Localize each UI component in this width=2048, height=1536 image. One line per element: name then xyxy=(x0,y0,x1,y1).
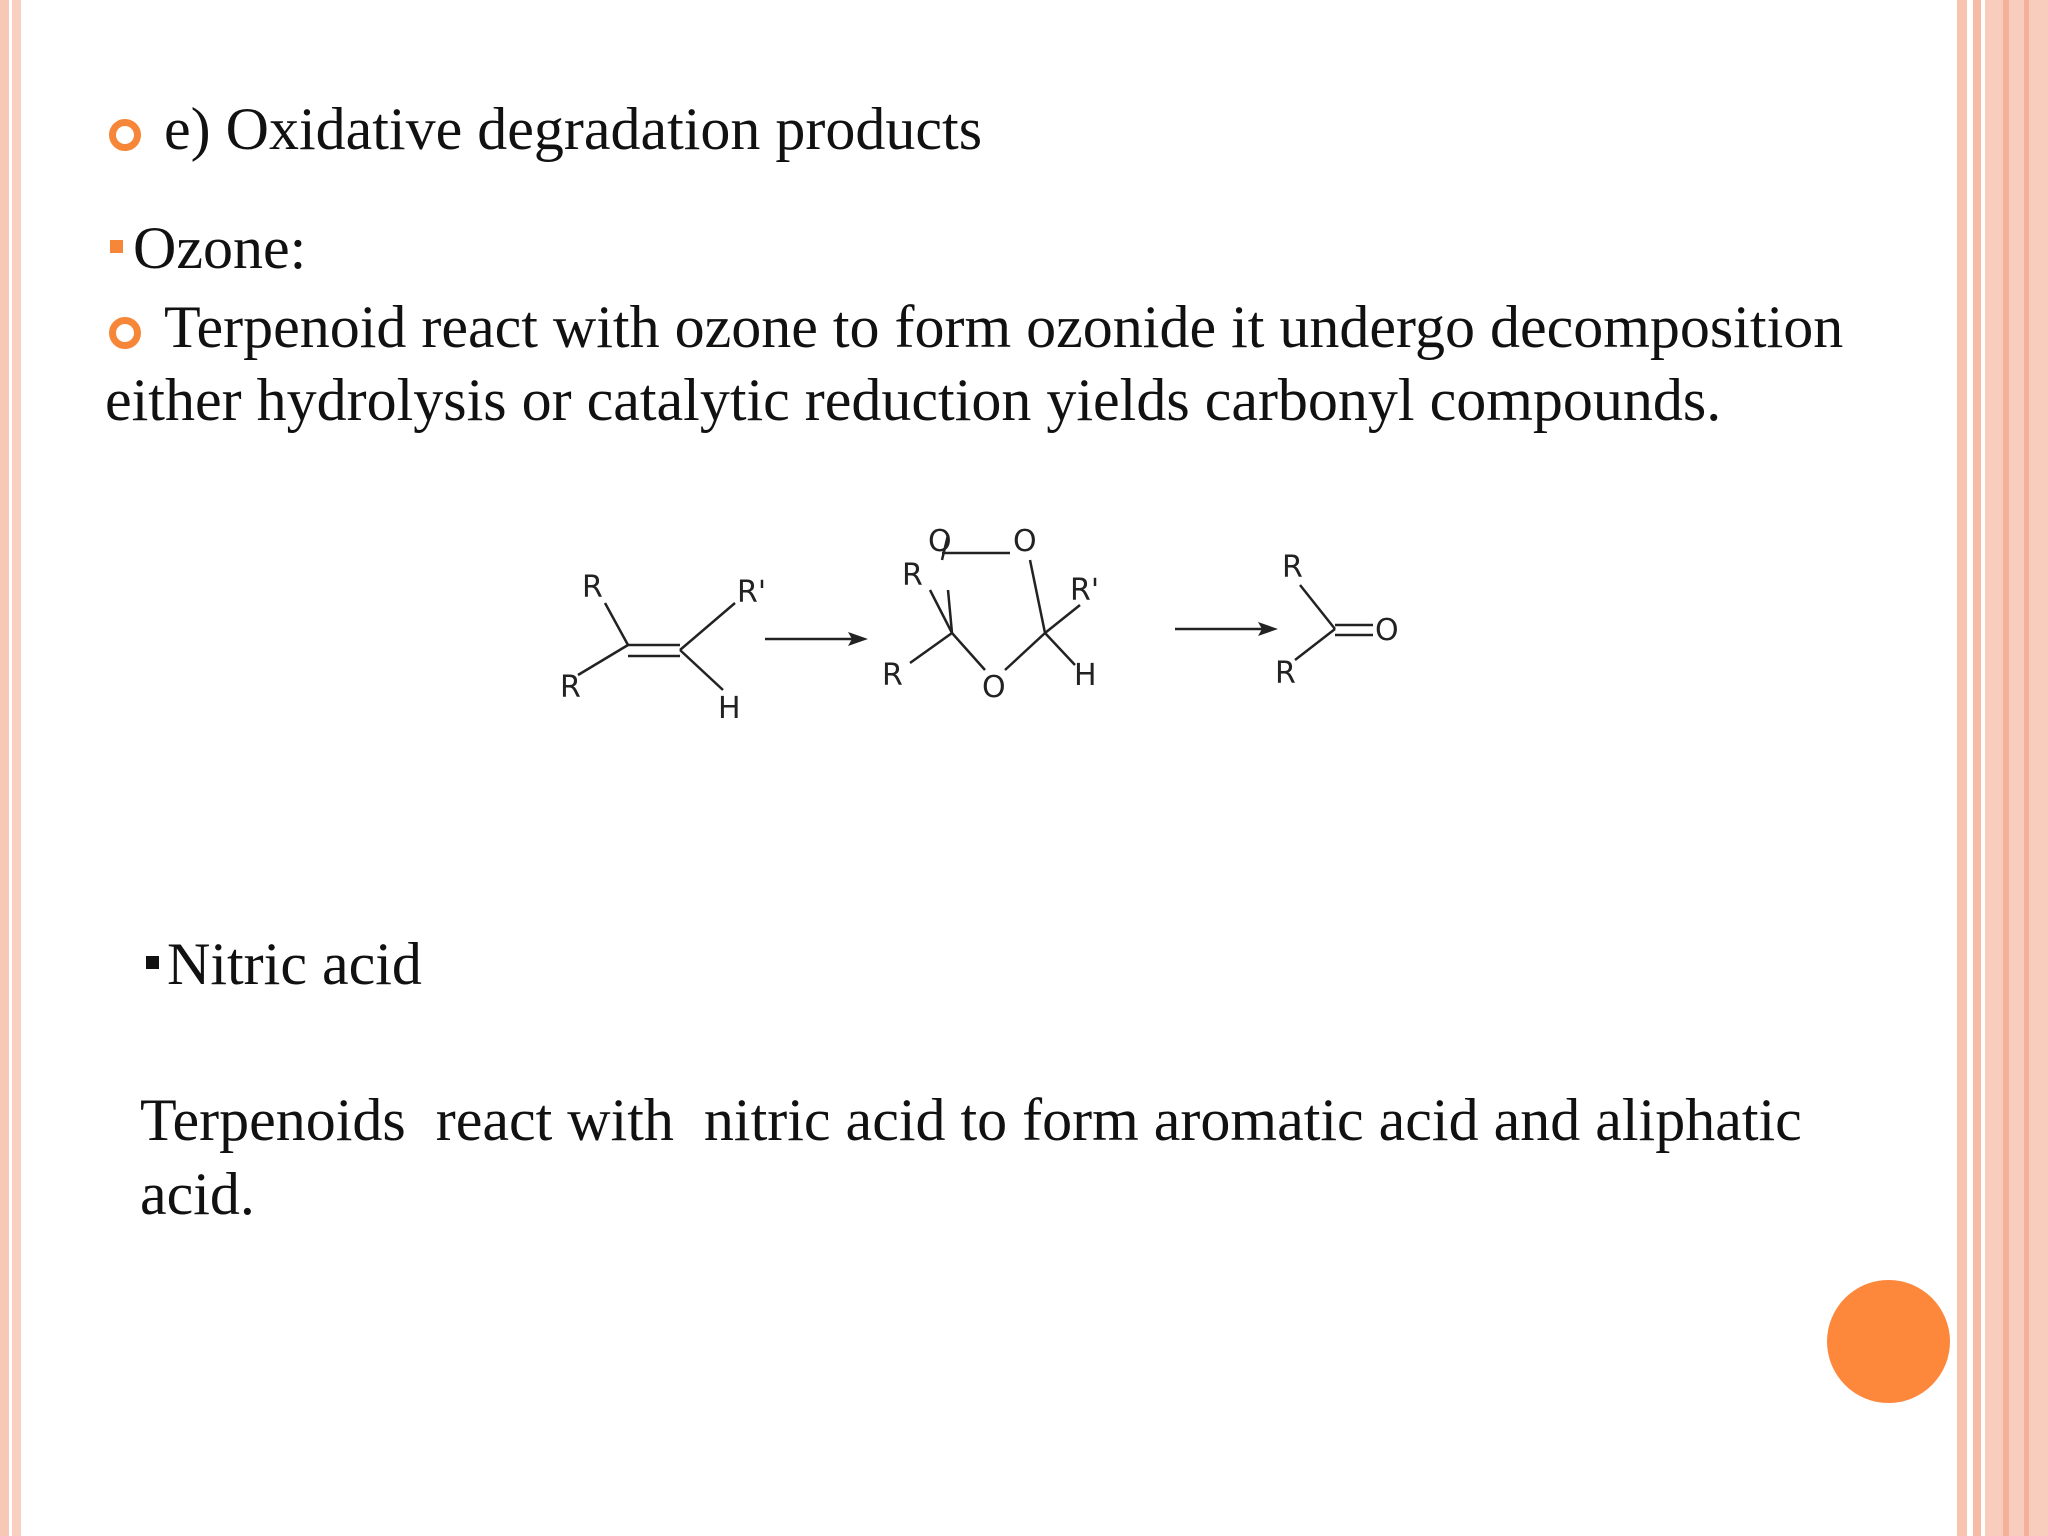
label-r: R xyxy=(902,558,923,593)
decorative-circle xyxy=(1827,1280,1950,1403)
label-o: O xyxy=(1013,524,1037,559)
right-border-stripe xyxy=(1957,0,1967,1536)
ozone-text-line-2: either hydrolysis or catalytic reduction yields carbonyl compounds. xyxy=(105,367,1722,433)
bullet-square-icon xyxy=(110,240,123,253)
bullet-square-icon xyxy=(146,956,159,969)
ozone-title: Ozone: xyxy=(133,215,307,281)
right-border-stripe xyxy=(1985,0,2048,1536)
slide-heading: e) Oxidative degradation products xyxy=(164,96,983,162)
ozone-text-line-1: Terpenoid react with ozone to form ozonide it undergo decomposition xyxy=(164,294,1844,360)
right-border-stripe xyxy=(2024,0,2029,1536)
right-border-stripe xyxy=(2003,0,2009,1536)
label-r: R xyxy=(1282,550,1303,585)
label-r-prime: R' xyxy=(1070,573,1100,608)
right-border-stripe xyxy=(1973,0,1981,1536)
nitric-text-line-2: acid. xyxy=(140,1161,255,1227)
bullet-ring-icon xyxy=(109,119,141,151)
label-o: O xyxy=(982,670,1006,705)
label-r: R xyxy=(560,670,581,705)
label-r: R xyxy=(582,570,603,605)
label-h: H xyxy=(718,691,741,726)
ozonolysis-reaction-diagram xyxy=(530,505,1430,745)
label-o: O xyxy=(928,524,952,559)
label-r-prime: R' xyxy=(737,575,767,610)
label-r: R xyxy=(882,658,903,693)
label-o: O xyxy=(1375,613,1399,648)
left-border xyxy=(0,0,21,1536)
label-h: H xyxy=(1074,658,1097,693)
nitric-title: Nitric acid xyxy=(167,931,422,997)
label-r: R xyxy=(1275,656,1296,691)
nitric-text-line-1: Terpenoids react with nitric acid to form aromatic acid and aliphatic xyxy=(140,1087,1802,1153)
bullet-ring-icon xyxy=(109,317,141,349)
